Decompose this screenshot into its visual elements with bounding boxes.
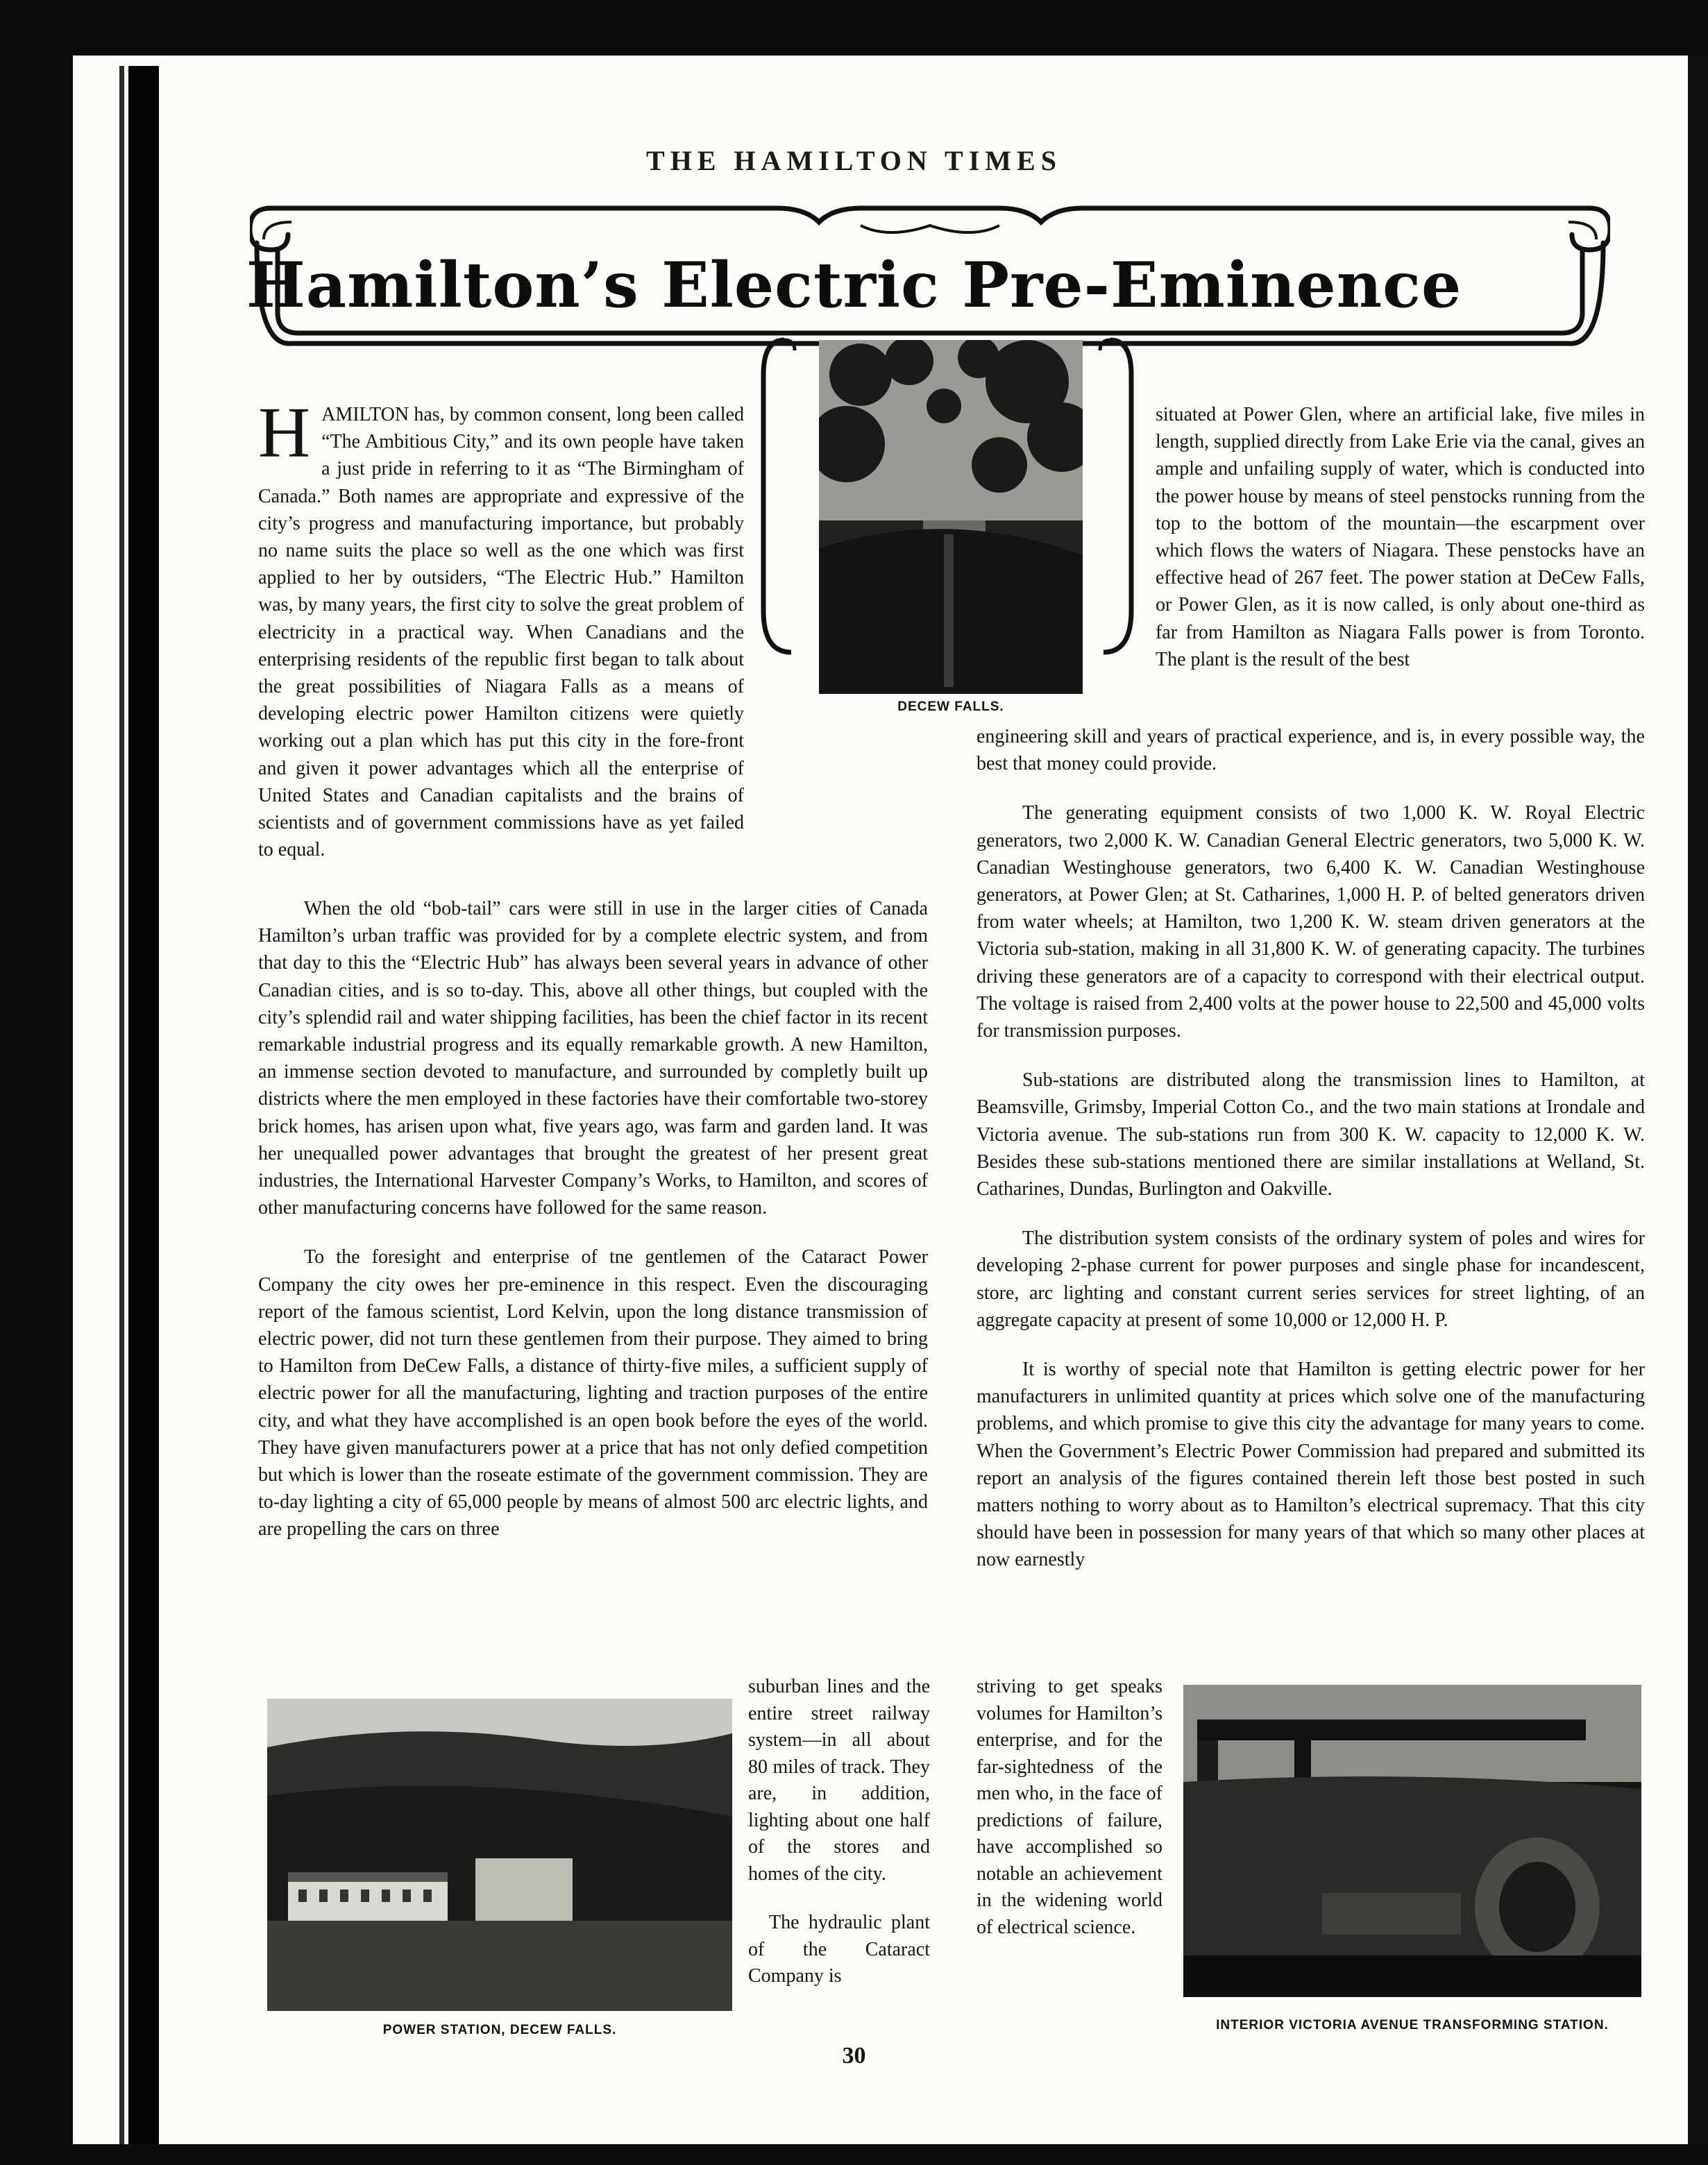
decew-falls-caption: DECEW FALLS. [897, 699, 1004, 714]
article-paragraph-suburban: suburban lines and the entire street railway system—in all about 80 miles of track. They are, in addition, lighting about one half of the stores and homes of the city. [748, 1676, 930, 1885]
article-paragraph-generating: The generating equipment consists of two 1,000 K. W. Royal Electric generators, two 2,000 K. W. Canadian General Electric generators, two 5,000 K. W. Canadian Westinghouse generators, two 6,400 K. W. Canadian Westinghouse generators, at Power Glen; at St. Catharines, 1,000 H. P. of belted generators driven from water wheels; at Hamilton, two 1,200 K. W. steam driven generators at the Victoria sub-station, making in all 31,800 K. W. of generating capacity. The turbines driving these generators are of a capacity to correspond with their electrical output. The voltage is raised from 2,400 volts at the power house to 22,500 and 45,000 volts for transmission purposes. [976, 802, 1645, 1042]
interior-station-caption: INTERIOR VICTORIA AVENUE TRANSFORMING STATION. [1216, 2018, 1609, 2032]
article-paragraph-3: To the foresight and enterprise of tne gentlemen of the Cataract Power Company the city owes her pre-eminence in this respect. Even the discouraging report of the famous scientist, Lord Kelvin, upon the long distance transmission of electric power, did not turn these gentlemen from their purpose. They aimed to bring to Hamilton from DeCew Falls, a distance of thirty-five miles, a sufficient supply of electric power for all the manufacturing, lighting and traction purposes of the entire city, and what they have accomplished is an open book before the eyes of the world. They have given manufacturers power at a price that has not only defied competition but which is lower than the roseate estimate of the government commission. They are to-day lighting a city of 65,000 people by means of almost 500 arc electric lights, and are propelling the cars on three [258, 1246, 928, 1540]
headline: Hamilton’s Electric Pre-Eminence [246, 248, 1462, 322]
article-paragraph-engineering: engineering skill and years of practical experience, and is, in every possible way, the best that money could provide. [976, 726, 1645, 775]
article-column-right [976, 723, 1645, 1596]
article-column-left [258, 393, 744, 885]
article-paragraph-worthy: It is worthy of special note that Hamilton is getting electric power for her manufacturers in unlimited quantity at prices which solve one of the manufacturing problems, and which promise to give this city the advantage for many years to come. When the Government’s Electric Power Commission had prepared and submitted its report an analysis of the figures contained therein left those best posted in such matters nothing to worry about as to Hamilton’s electrical supremacy. That this city should have been in possession for many years of that which so many other places at now earnestly [976, 1359, 1645, 1571]
interior-station-photo [1183, 1685, 1641, 1997]
page-right-edge [1688, 56, 1708, 2144]
binding-edge [119, 66, 124, 2144]
ornament-left-stem [756, 333, 798, 659]
article-column-middle [748, 1674, 930, 2012]
article-paragraph-hydraulic: The hydraulic plant of the Cataract Company is [748, 1912, 930, 1987]
article-column-right-narrow [976, 1674, 1162, 1963]
page-number: 30 [842, 2043, 866, 2069]
drop-cap: H [258, 393, 311, 473]
article-paragraph-distribution: The distribution system consists of the ordinary system of poles and wires for developing 2-phase current for power purposes and single phase for incandescent, store, arc lighting and constant current series services for street lighting, of an aggregate capacity at present of some 10,000 or 12,000 H. P. [976, 1228, 1645, 1331]
article-paragraph-substations: Sub-stations are distributed along the transmission lines to Hamilton, at Beamsville, Grimsby, Imperial Cotton Co., and the two main stations at Irondale and Victoria avenue. The sub-stations run from 300 K. W. capacity to 12,000 K. W. Besides these sub-stations mentioned there are similar installations at Welland, St. Catharines, Dundas, Burlington and Oakville. [976, 1069, 1645, 1200]
article-column-right-top [1156, 401, 1645, 695]
article-paragraph-1: HAMILTON has, by common consent, long been called “The Ambitious City,” and its own people have taken a just pride in referring to it as “The Birmingham of Canada.” Both names are appropriate and expressive of the city’s progress and manufacturing importance, but probably no name suits the place so well as the one which was first applied to her by outsiders, “The Electric Hub.” Hamilton was, by many years, the first city to solve the great problem of electricity in a practical way. When Canadians and the enterprising residents of the republic first began to talk about the great possibilities of Niagara Falls as a means of developing electric power Hamilton citizens were quietly working out a plan which has put this city in the fore-front and given it power advantages which all the enterprise of United States and Canadian capitalists and the brains of scientists and of government commissions have as yet failed to equal. [258, 393, 744, 861]
power-station-caption: POWER STATION, DECEW FALLS. [382, 2023, 617, 2037]
article-paragraph-2: When the old “bob-tail” cars were still in use in the larger cities of Canada Hamilton’s urban traffic was provided for by a complete electric system, and from that day to this the “Electric Hub” has always been several years in advance of other Canadian cities, and is so to-day. This, above all other things, but coupled with the city’s splendid rail and water shipping facilities, has been the chief factor in its recent remarkable industrial progress and its equally remarkable growth. A new Hamilton, an immense section devoted to manufacture, and surrounded by completly built up districts where the men employed in these factories have their comfortable two-storey brick homes, has arisen upon what, five years ago, was farm and garden land. It was her unequalled power advantages that brought the greatest of her present great industries, the International Harvester Company’s Works, to Hamilton, and scores of other manufacturing concerns have followed for the same reason. [258, 898, 928, 1219]
article-paragraph-power-glen: situated at Power Glen, where an artificial lake, five miles in length, supplied directly from Lake Erie via the canal, gives an ample and unfailing supply of water, which is conducted into the power house by means of steel penstocks running from the top to the bottom of the mountain—the escarpment over which flows the waters of Niagara. These penstocks have an effective head of 267 feet. The power station at DeCew Falls, or Power Glen, as it is now called, is only about one-third as far from Hamilton as Niagara Falls power is from Toronto. The plant is the result of the best [1156, 404, 1645, 670]
decew-falls-photo [819, 340, 1083, 694]
binding-shadow [128, 66, 159, 2144]
article-column-left-lower [258, 895, 928, 1565]
article-paragraph-striving: striving to get speaks volumes for Hamilton’s enterprise, and for the far-sightedness of the men who, in the face of predictions of failure, have accomplished so notable an achievement in the widening world of electrical science. [976, 1676, 1162, 1938]
running-head: THE HAMILTON TIMES [646, 145, 1062, 176]
power-station-photo [267, 1699, 732, 2011]
ornament-right-stem [1097, 333, 1138, 659]
